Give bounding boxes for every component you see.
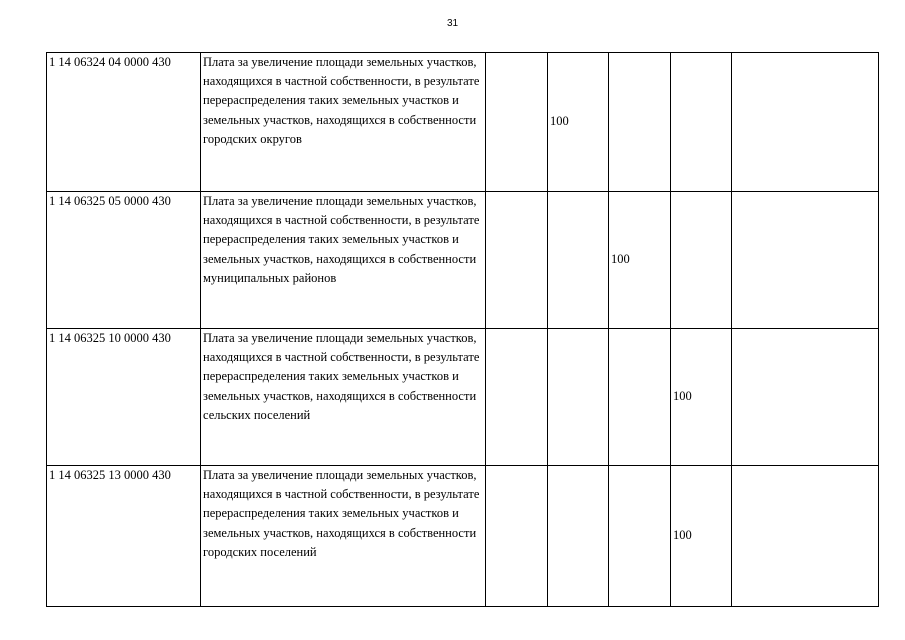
value-cell [548,329,609,466]
budget-code-cell: 1 14 06325 13 0000 430 [47,466,201,607]
value-cell [732,192,879,329]
budget-code-cell: 1 14 06325 05 0000 430 [47,192,201,329]
revenue-name-cell: Плата за увеличение площади земельных участков, находящихся в частной собственности, в результате перераспределения таких земельных участков и земельных участков, находящихся в собственности сельских поселений [201,329,486,466]
value-cell [486,466,548,607]
table-row [47,329,879,466]
value-cell: 100 [671,466,732,607]
value-cell [732,466,879,607]
value-cell: 100 [609,192,671,329]
page-number: 31 [446,18,459,29]
budget-code-cell: 1 14 06324 04 0000 430 [47,53,201,192]
table-row [47,466,879,607]
value-cell [732,53,879,192]
budget-code-cell: 1 14 06325 10 0000 430 [47,329,201,466]
value-cell [548,466,609,607]
value-cell [486,329,548,466]
revenue-name-cell: Плата за увеличение площади земельных участков, находящихся в частной собственности, в результате перераспределения таких земельных участков и земельных участков, находящихся в собственности муниципальных районов [201,192,486,329]
value-cell: 100 [671,329,732,466]
value-cell [671,192,732,329]
value-cell [609,53,671,192]
value-cell [486,192,548,329]
value-cell [609,466,671,607]
revenue-name-cell: Плата за увеличение площади земельных участков, находящихся в частной собственности, в результате перераспределения таких земельных участков и земельных участков, находящихся в собственности городских поселений [201,466,486,607]
value-cell: 100 [548,53,609,192]
value-cell [671,53,732,192]
revenue-table [46,52,879,607]
table-row [47,192,879,329]
value-cell [609,329,671,466]
revenue-name-cell: Плата за увеличение площади земельных участков, находящихся в частной собственности, в результате перераспределения таких земельных участков и земельных участков, находящихся в собственности городских округов [201,53,486,192]
table-row [47,53,879,192]
value-cell [732,329,879,466]
value-cell [548,192,609,329]
value-cell [486,53,548,192]
